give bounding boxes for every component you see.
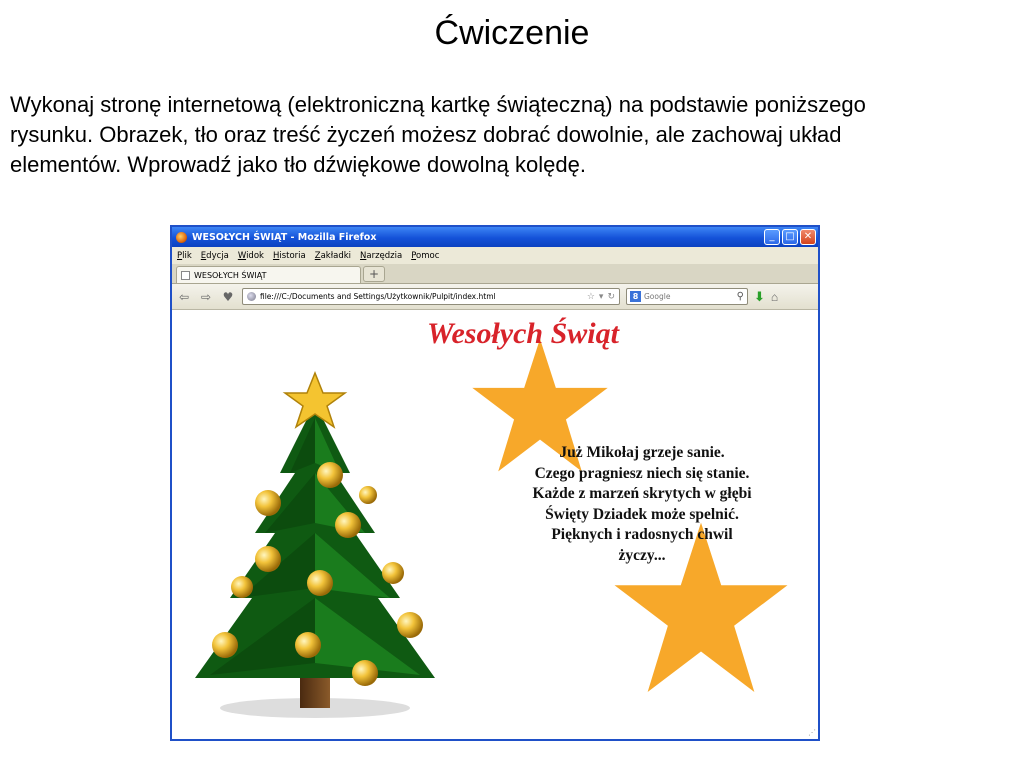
close-button[interactable]: ✕ (800, 229, 816, 245)
back-arrow-icon[interactable]: ⇦ (178, 289, 190, 304)
reload-icon[interactable]: ↻ (607, 291, 615, 302)
slide-instructions (10, 90, 1015, 180)
forward-arrow-icon[interactable]: ⇨ (200, 289, 212, 304)
instruction-line: Wykonaj stronę internetową (elektroniczną kartkę świąteczną) na podstawie poniższego (10, 92, 866, 117)
address-bar[interactable] (242, 288, 620, 305)
bookmark-star-icon[interactable]: ☆ (586, 291, 595, 302)
slide-title: Ćwiczenie (434, 14, 590, 52)
card-heading: Wesołych Świąt (427, 317, 619, 350)
poem-line: Pięknych i radosnych chwil (551, 526, 733, 543)
card-poem (492, 443, 792, 566)
menu-item-pomoc[interactable]: Pomoc (411, 250, 440, 261)
globe-icon (247, 292, 256, 301)
resize-grip-icon[interactable]: ⋰ (808, 728, 816, 737)
search-icon[interactable]: ⚲ (736, 291, 744, 302)
page-favicon-icon (181, 271, 190, 280)
download-icon[interactable]: ⬇ (754, 288, 765, 304)
poem-line: Święty Dziadek może spelnić. (545, 505, 739, 523)
tab-wesolych-swiat[interactable] (176, 266, 361, 283)
search-input[interactable] (626, 288, 748, 305)
menu-item-narzedzia[interactable]: Narzędzia (360, 250, 403, 261)
window-controls (764, 229, 816, 245)
page-content (172, 311, 818, 739)
menu-item-historia[interactable]: Historia (272, 250, 306, 261)
window-titlebar (172, 227, 818, 247)
menu-item-widok[interactable]: Widok (237, 250, 264, 261)
menu-item-zakladki[interactable]: Zakładki (314, 250, 352, 261)
menu-item-edycja[interactable]: Edycja (200, 250, 229, 261)
tab-bar (172, 264, 818, 284)
poem-line: Każde z marzeń skrytych w głębi (532, 485, 752, 502)
tab-label: WESOŁYCH ŚWIĄT (194, 270, 267, 280)
menu-item-plik[interactable]: Plik (177, 250, 192, 261)
history-icon[interactable]: ♥ (222, 289, 234, 304)
minimize-button[interactable]: _ (764, 229, 780, 245)
window-title: WESOŁYCH ŚWIĄT - Mozilla Firefox (192, 231, 377, 243)
dropdown-arrow-icon[interactable]: ▾ (598, 291, 604, 302)
url-text[interactable]: file:///C:/Documents and Settings/Użytkownik/Pulpit/index.html (260, 292, 496, 301)
christmas-tree-image (180, 363, 450, 723)
navigation-toolbar (172, 284, 818, 310)
browser-screenshot (170, 225, 820, 741)
home-icon[interactable]: ⌂ (770, 289, 779, 304)
poem-line: Czego pragniesz niech się stanie. (534, 464, 750, 482)
poem-line: Już Mikołaj grzeje sanie. (559, 444, 725, 461)
poem-line: życzy... (618, 546, 666, 564)
instruction-line: rysunku. Obrazek, tło oraz treść życzeń możesz dobrać dowolnie, ale zachowaj układ (10, 122, 842, 147)
search-engine-icon[interactable]: 8 (630, 291, 641, 302)
instruction-line: elementów. Wprowadź jako tło dźwiękowe dowolną kolędę. (10, 152, 586, 177)
firefox-logo-icon (176, 232, 187, 243)
new-tab-button[interactable]: + (363, 266, 385, 282)
search-placeholder: Google (644, 292, 671, 301)
maximize-button[interactable]: □ (782, 229, 798, 245)
menu-bar (172, 247, 818, 264)
